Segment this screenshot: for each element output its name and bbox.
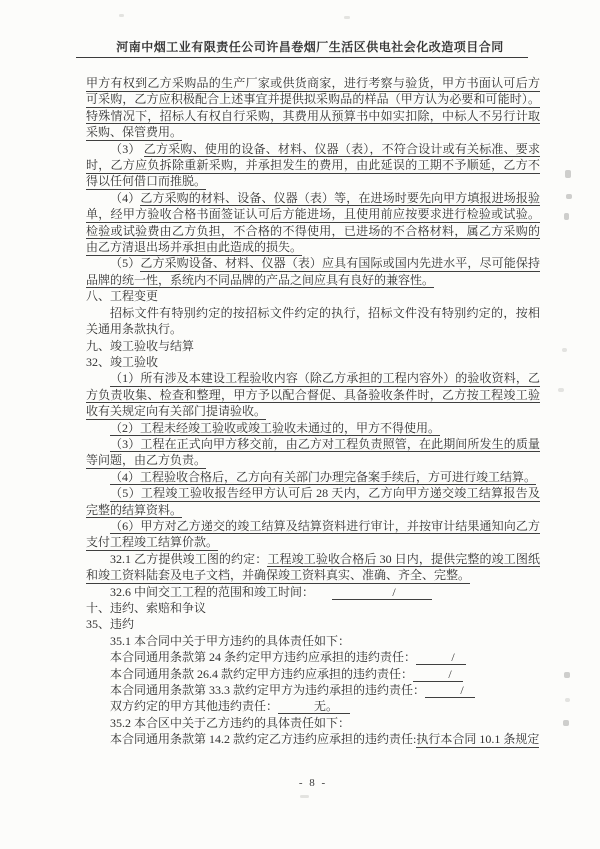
text: 本合同通用条款第 24 条约定甲方违约应承担的违约责任： — [110, 650, 417, 665]
scan-artifact — [344, 16, 350, 19]
clause-32-item-5 — [86, 485, 540, 518]
clause-item-5 — [86, 255, 540, 288]
text: 本合同通用条款第 14.2 款约定乙方违约应承担的违约责任: — [110, 732, 417, 747]
section-9-heading — [86, 338, 540, 354]
page-number: - 8 - — [298, 777, 328, 789]
clause-32-item-3 — [86, 436, 540, 469]
underlined-text: 乙方采购设备、材料、仪器（表）应具有国际或国内先进水平，尽可能保持品牌的统一性，系统内不同品牌的产品之间应具有良好的兼容性。 — [86, 256, 540, 287]
underlined-text: （2）工程未经竣工验收或竣工验收未通过的，甲方不得使用。 — [110, 420, 441, 435]
text: 32、竣工验收 — [86, 354, 159, 369]
underlined-text: （5）工程竣工验收报告经甲方认可后 28 天内，乙方向甲方递交竣工结算报告及完整的结算资料。 — [86, 486, 540, 517]
fill-in-blank: / — [416, 650, 466, 665]
text: （5） — [110, 256, 141, 271]
scan-artifact — [300, 795, 309, 798]
text: （4） — [110, 190, 141, 205]
text: （3） — [110, 141, 144, 156]
underlined-text: （6）甲方对乙方递交的竣工结算及结算资料进行审计，并按审计结果通知向乙方支付工程竣工结算价款。 — [86, 518, 540, 550]
clause-32-heading — [86, 354, 540, 370]
text: 35、违约 — [86, 617, 135, 632]
underlined-text: （4）工程验收合格后，乙方向有关部门办理完备案手续后，方可进行竣工结算。 — [110, 469, 537, 484]
clause-item-3 — [86, 141, 540, 190]
underlined-text: 乙方采购、使用的设备、材料、仪器（表），不符合设计或有关标准、要求时，乙方应负拆除重新采购，并承担发生的费用，由此延误的工期不予顺延，乙方不得以任何借口而推脱。 — [86, 141, 540, 189]
clause-32-item-2 — [86, 420, 540, 436]
clause-35-1-line-other — [86, 698, 540, 714]
clause-35-2 — [86, 715, 540, 731]
clause-continuation — [86, 75, 540, 141]
section-10-heading — [86, 600, 540, 616]
scan-artifact — [565, 698, 570, 702]
text: 八、工程变更 — [86, 289, 159, 304]
fill-in-blank: 无。 — [278, 699, 350, 714]
clause-32-item-1 — [86, 370, 540, 419]
text: 双方约定的甲方其他违约责任： — [110, 699, 279, 714]
underlined-text: 乙方采购的材料、设备、仪器（表）等，在进场时要先向甲方填报进场报验单，经甲方验收合格书面签证认可后方能进场，且使用前应按要求进行检验或试验。检验或试验费由乙方负担，不合格的不得使用，已进场的不合格材料，属乙方采购的由乙方清退出场并承担由此造成的损失。 — [86, 190, 540, 255]
clause-35-1-line-26-4 — [86, 666, 540, 682]
text — [308, 585, 332, 599]
text: 本合同通用条款第 33.3 款约定甲方为违约承担的违约责任： — [110, 683, 426, 698]
text: 本合同通用条款 26.4 款约定甲方违约应承担的违约责任： — [110, 666, 414, 681]
clause-35-1-line-33-3 — [86, 682, 540, 698]
text: 35.1 本合同中关于甲方违约的具体责任如下： — [110, 633, 351, 648]
scan-artifact — [566, 194, 572, 199]
section-8-heading — [86, 288, 540, 304]
clause-32-item-4 — [86, 469, 540, 485]
document-header-title: 河南中烟工业有限责任公司许昌卷烟厂生活区供电社会化改造项目合同 — [116, 40, 504, 54]
text: 35.2 本合区中关于乙方违约的具体责任如下： — [110, 715, 351, 730]
scan-artifact — [563, 720, 569, 726]
header-rule — [76, 57, 528, 58]
text: 十、违约、索赔和争议 — [86, 601, 207, 615]
clause-item-4 — [86, 190, 540, 256]
fill-in-blank: / — [332, 585, 432, 600]
clause-32-6 — [86, 584, 540, 600]
underlined-text: 工程竣工验收合格后 30 日内，提供完整的竣工图纸和竣工资料陆套及电子文档，并确保竣工资料真实、准确、齐全、完整。 — [86, 551, 540, 583]
scan-artifact — [564, 213, 569, 220]
scan-artifact — [562, 348, 567, 352]
clause-32-item-6 — [86, 518, 540, 551]
text: 32.6 中间交工工程的范围和竣工时间： — [110, 584, 309, 599]
underlined-text: （3）工程在正式向甲方移交前，由乙方对工程负责照管，在此期间所发生的质量等问题，由乙方负责。 — [86, 436, 540, 468]
clause-35-2-line-14-2 — [86, 731, 540, 747]
scan-artifact — [565, 170, 571, 178]
text: 32.1 乙方提供竣工图的约定： — [110, 551, 268, 566]
document-body — [86, 75, 540, 748]
clause-35-1 — [86, 633, 540, 649]
underlined-text: （1）所有涉及本建设工程验收内容（除乙方承担的工程内容外）的验收资料，乙方负责收集、检查和整理，甲方予以配合督促、具备验收条件时，乙方按工程竣工验收有关规定向有关部门提请验收。 — [86, 371, 540, 419]
underlined-text: 执行本合同 10.1 条规定 — [416, 732, 540, 747]
clause-32-1 — [86, 551, 540, 584]
scan-artifact — [558, 388, 564, 392]
scan-artifact — [119, 14, 124, 17]
scan-artifact — [564, 672, 570, 678]
fill-in-blank: / — [425, 683, 475, 698]
clause-35-heading — [86, 616, 540, 632]
fill-in-blank: / — [413, 667, 463, 682]
text: 招标文件有特别约定的按招标文件约定的执行，招标文件没有特别约定的，按相关通用条款执行。 — [86, 305, 540, 337]
clause-35-1-line-24 — [86, 649, 540, 665]
underlined-text: 甲方有权到乙方采购品的生产厂家或供货商家，进行考察与验货，甲方书面认可后方可采购，乙方应积极配合上述事宜并提供拟采购品的样品（甲方认为必要和可能时）。特殊情况下，招标人有权自行采购，其费用从预算书中如实扣除，中标人不另行计取采购、保管费用。 — [86, 76, 540, 140]
clause-change — [86, 305, 540, 338]
text: 九、竣工验收与结算 — [86, 338, 195, 353]
